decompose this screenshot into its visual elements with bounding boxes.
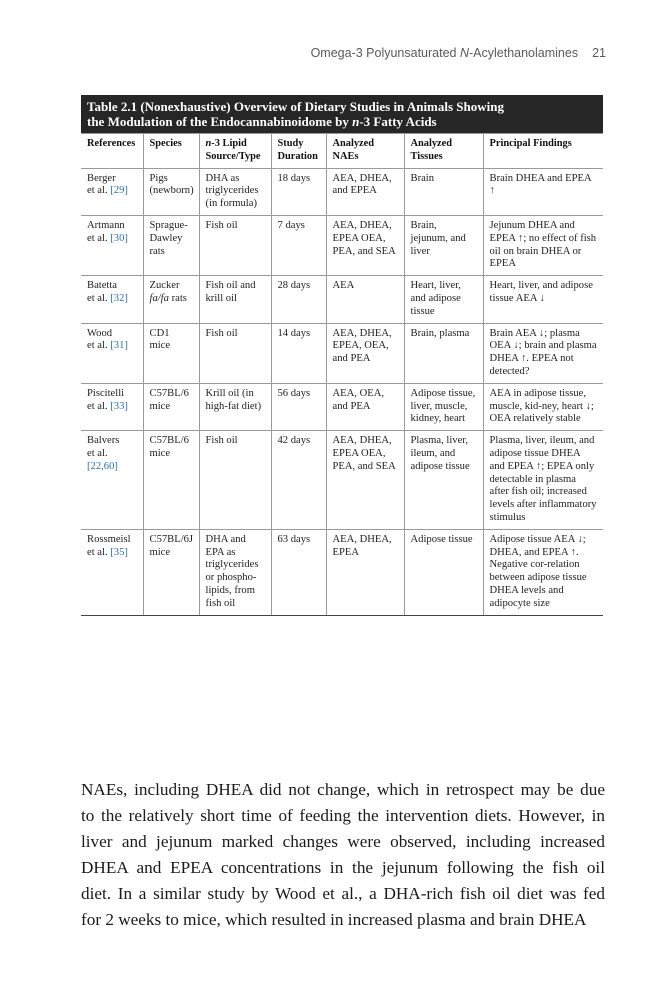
cell-tissues: Adipose tissue (404, 529, 483, 615)
cell-duration: 7 days (271, 215, 326, 275)
cell-lipid-source: Fish oil (199, 323, 271, 383)
species-suffix: rats (168, 292, 187, 304)
cell-findings: Brain DHEA and EPEA ↑ (483, 168, 603, 215)
cell-naes: AEA, DHEA, EPEA OEA, PEA, and SEA (326, 431, 404, 530)
cell-lipid-source: DHA and EPA as triglycerides or phospho-lipids, from fish oil (199, 529, 271, 615)
body-line: liver and jejunum marked changes were observed, including increased (81, 832, 605, 851)
table-2-1 (81, 95, 603, 616)
caption-line-2-suffix: -3 Fatty Acids (359, 114, 437, 129)
table-caption-line-1: Table 2.1 (Nonexhaustive) Overview of Dietary Studies in Animals Showing (87, 99, 504, 114)
table-row (81, 529, 603, 615)
page-number: 21 (592, 46, 606, 60)
cell-lipid-source: Krill oil (in high-fat diet) (199, 383, 271, 430)
cell-duration: 42 days (271, 431, 326, 530)
cell-lipid-source: Fish oil (199, 431, 271, 530)
cell-tissues: Brain, jejunum, and liver (404, 215, 483, 275)
table-row (81, 383, 603, 430)
table-row (81, 215, 603, 275)
citation-link[interactable]: [33] (110, 400, 128, 412)
ref-author: Balvers (87, 435, 120, 447)
ref-etal: et al. (87, 185, 111, 197)
running-head-title-italic: N (459, 46, 469, 60)
cell-species: C57BL/6J mice (143, 529, 199, 615)
cell-tissues: Brain (404, 168, 483, 215)
cell-duration: 18 days (271, 168, 326, 215)
cell-species: Pigs (newborn) (143, 168, 199, 215)
ref-author: Berger (87, 172, 116, 184)
citation-link[interactable]: [22,60] (87, 460, 118, 472)
ref-author: Piscitelli (87, 387, 125, 399)
running-head (311, 46, 606, 60)
header-references: References (81, 134, 143, 169)
running-head-title-prefix: Omega-3 Polyunsaturated (310, 46, 460, 60)
cell-findings: Jejunum DHEA and EPEA ↑; no effect of fish oil on brain DHEA or EPEA (483, 215, 603, 275)
cell-reference (81, 383, 143, 430)
citation-link[interactable]: [31] (110, 340, 128, 352)
running-head-title (311, 46, 579, 60)
cell-reference (81, 215, 143, 275)
cell-naes: AEA, DHEA, EPEA (326, 529, 404, 615)
header-study-duration: Study Duration (271, 134, 326, 169)
cell-findings: Brain AEA ↓; plasma OEA ↓; brain and plasma DHEA ↑. EPEA not detected? (483, 323, 603, 383)
ref-author: Wood (87, 327, 113, 339)
header-analyzed-tissues: Analyzed Tissues (404, 134, 483, 169)
cell-reference (81, 276, 143, 323)
caption-line-2-prefix: the Modulation of the Endocannabinoidome by (87, 114, 353, 129)
ref-etal: et al. (87, 292, 111, 304)
cell-species: C57BL/6 mice (143, 383, 199, 430)
header-species: Species (143, 134, 199, 169)
body-line: for 2 weeks to mice, which resulted in increased plasma and brain DHEA (81, 910, 587, 929)
running-head-title-suffix: -Acylethanolamines (469, 46, 579, 60)
species-italic: fa/fa (149, 292, 169, 304)
cell-lipid-source: Fish oil (199, 215, 271, 275)
cell-duration: 28 days (271, 276, 326, 323)
cell-findings: Adipose tissue AEA ↓; DHEA, and EPEA ↑. Negative cor-relation between adipose tissue DHEA levels and adipocyte size (483, 529, 603, 615)
header-lipid-italic: n (205, 138, 212, 149)
cell-reference (81, 431, 143, 530)
cell-findings: Plasma, liver, ileum, and adipose tissue DHEA and EPEA ↑; EPEA only detectable in plasma after fish oil; increased levels after inflammatory stimulus (483, 431, 603, 530)
table-header-row (81, 134, 603, 169)
species-prefix: Zucker (149, 280, 180, 292)
cell-reference (81, 168, 143, 215)
ref-etal: et al. (87, 232, 111, 244)
header-principal-findings: Principal Findings (483, 134, 603, 169)
citation-link[interactable]: [30] (110, 232, 128, 244)
body-line: DHEA and EPEA concentrations in the jejunum following the fish oil (81, 858, 605, 877)
body-line: to the relatively short time of feeding the intervention diets. However, in (81, 806, 605, 825)
citation-link[interactable]: [32] (110, 292, 128, 304)
header-lipid-source (199, 134, 271, 169)
header-lipid-rest: -3 Lipid Source/Type (205, 138, 261, 162)
table-row (81, 276, 603, 323)
table-row (81, 431, 603, 530)
cell-species (143, 276, 199, 323)
cell-naes: AEA, DHEA, EPEA, OEA, and PEA (326, 323, 404, 383)
cell-lipid-source: DHA as triglycerides (in formula) (199, 168, 271, 215)
ref-author: Batetta (87, 280, 118, 292)
cell-duration: 14 days (271, 323, 326, 383)
cell-naes: AEA (326, 276, 404, 323)
ref-etal: et al. (87, 340, 111, 352)
citation-link[interactable]: [35] (110, 546, 128, 558)
table-caption (81, 95, 603, 133)
dietary-studies-table (81, 133, 603, 616)
cell-tissues: Plasma, liver, ileum, and adipose tissue (404, 431, 483, 530)
cell-duration: 56 days (271, 383, 326, 430)
cell-reference (81, 529, 143, 615)
cell-reference (81, 323, 143, 383)
cell-naes: AEA, DHEA, and EPEA (326, 168, 404, 215)
caption-line-2-italic: n (352, 114, 360, 129)
cell-findings: Heart, liver, and adipose tissue AEA ↓ (483, 276, 603, 323)
body-line: NAEs, including DHEA did not change, which in retrospect may be due (81, 780, 605, 799)
cell-naes: AEA, DHEA, EPEA OEA, PEA, and SEA (326, 215, 404, 275)
body-paragraph (81, 777, 605, 933)
ref-etal: et al. (87, 546, 111, 558)
cell-naes: AEA, OEA, and PEA (326, 383, 404, 430)
body-line: diet. In a similar study by Wood et al., a DHA-rich fish oil diet was fed (81, 884, 605, 903)
ref-author: Rossmeisl (87, 533, 131, 545)
cell-duration: 63 days (271, 529, 326, 615)
cell-tissues: Heart, liver, and adipose tissue (404, 276, 483, 323)
cell-findings: AEA in adipose tissue, muscle, kid-ney, heart ↓; OEA relatively stable (483, 383, 603, 430)
table-row (81, 323, 603, 383)
table-caption-line-2 (87, 114, 597, 129)
cell-species: C57BL/6 mice (143, 431, 199, 530)
ref-etal: et al. (87, 400, 111, 412)
cell-lipid-source: Fish oil and krill oil (199, 276, 271, 323)
cell-tissues: Adipose tissue, liver, muscle, kidney, heart (404, 383, 483, 430)
header-analyzed-naes: Analyzed NAEs (326, 134, 404, 169)
cell-tissues: Brain, plasma (404, 323, 483, 383)
citation-link[interactable]: [29] (110, 185, 128, 197)
ref-author: Artmann (87, 219, 125, 231)
cell-species: Sprague-Dawley rats (143, 215, 199, 275)
table-row (81, 168, 603, 215)
ref-etal: et al. (87, 447, 108, 459)
cell-species: CD1 mice (143, 323, 199, 383)
